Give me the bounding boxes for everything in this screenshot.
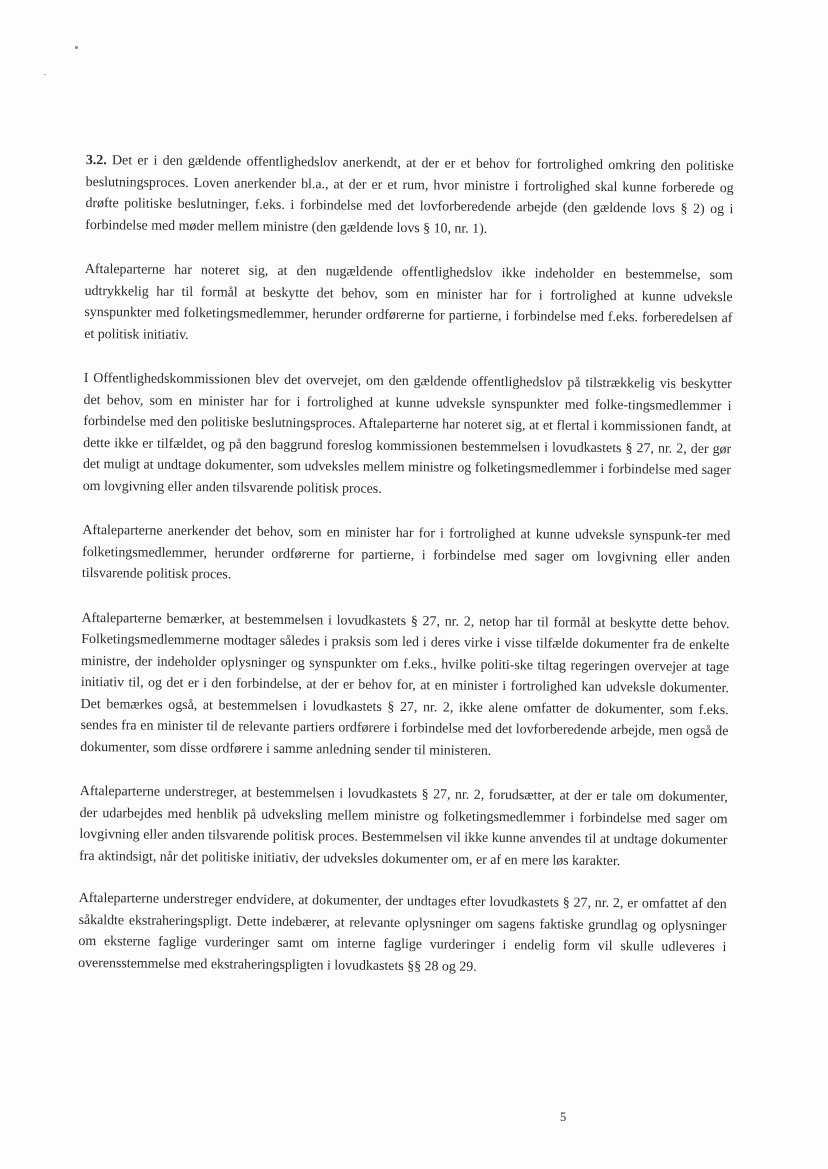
section-number: 3.2. xyxy=(85,152,107,169)
body-text xyxy=(78,150,734,1003)
paragraph-2: Aftaleparterne har noteret sig, at den nugældende offentlighedslov ikke indeholder en bestemmelse, som udtrykkelig har til formål at beskytte det behov, som en minister har for i fortrolighed at kunne udveksle synspunkter med folketingsmedlemmer, herunder ordførerne for partierne, i forbindelse med f.eks. forberedelsen af et politisk initiativ. xyxy=(84,261,733,343)
scan-speck xyxy=(44,74,46,75)
paragraph-5: Aftaleparterne bemærker, at bestemmelsen i lovudkastets § 27, nr. 2, netop har til formål at beskytte dette behov. Folketingsmedlemmerne modtager således i praksis som led i deres virke i visse tilfælde dokumenter fra de enkelte ministre, der indeholder oplysninger og synspunkter om f.eks., hvilke politi-ske tiltag regeringen overvejer at tage initiativ til, og det er i den forbindelse, at der er behov for, at en minister i fortrolighed kan udveksle dokumenter. Det bemærkes også, at bestemmelsen i lovudkastets § 27, nr. 2, ikke alene omfatter de dokumenter, som f.eks. sendes fra en minister til de relevante partiers ordførere i forbindelse med det lovforberedende arbejde, men også de dokumenter, som disse ordførere i samme anledning sender til ministeren. xyxy=(80,610,730,759)
paragraph-1 xyxy=(85,150,734,242)
paragraph-7: Aftaleparterne understreger endvidere, at dokumenter, der undtages efter lovudkastets § 27, nr. 2, er omfattet af den såkaldte ekstraheringspligt. Dette indebærer, at relevante oplysninger om sagens faktiske grundlag og oplysninger om eksterne faglige vurderinger samt om interne faglige vurderinger i endelig form vil skulle udleveres i overensstemmelse med ekstraheringspligten i lovudkastets §§ 28 og 29. xyxy=(78,890,727,975)
scan-speck xyxy=(75,46,78,49)
paragraph-4: Aftaleparterne anerkender det behov, som en minister har for i fortrolighed at kunne udveksle synspunk-ter med folketingsmedlemmer, herunder ordførerne for partierne, i forbindelse med sager om lovgivning eller anden tilsvarende politisk proces. xyxy=(81,522,731,583)
paragraph-text: Det er i den gældende offentlighedslov anerkendt, at der er et behov for fortrolighed omkring den politiske beslutningsproces. Loven anerkender bl.a., at der er et rum, hvor ministre i fortrolighed skal kunne forberede og drøfte politiske beslutninger, f.eks. i forbindelse med det lovforberedende arbejde (den gældende lovs § 2) og i forbindelse med møder mellem ministre (den gældende lovs § 10, nr. 1). xyxy=(85,153,734,237)
page-number: 5 xyxy=(560,1110,567,1124)
paragraph-6: Aftaleparterne understreger, at bestemmelsen i lovudkastets § 27, nr. 2, forudsætter, at der er tale om dokumenter, der udarbejdes med henblik på udveksling mellem ministre og folketingsmedlemmer i forbindelse med sager om lovgivning eller anden tilsvarende politisk proces. Bestemmelsen vil ikke kunne anvendes til at undtage dokumenter fra aktindsigt, når det politiske initiativ, der udveksles dokumenter om, er af en mere løs karakter. xyxy=(79,783,728,869)
paragraph-3: I Offentlighedskommissionen blev det overvejet, om den gældende offentlighedslov på tilstrækkelig vis beskytter det behov, som en minister har for i fortrolighed at kunne udveksle synspunkter med folke-tingsmedlemmer i forbindelse med den politiske beslutningsproces. Aftaleparterne har noteret sig, at et flertal i kommissionen fandt, at dette ikke er tilfældet, og på den baggrund foreslog kommissionen bestemmelsen i lovudkastets § 27, nr. 2, der gør det muligt at undtage dokumenter, som udveksles mellem ministre og folketingsmedlemmer i forbindelse med sager om lovgivning eller anden tilsvarende politisk proces. xyxy=(82,370,732,497)
